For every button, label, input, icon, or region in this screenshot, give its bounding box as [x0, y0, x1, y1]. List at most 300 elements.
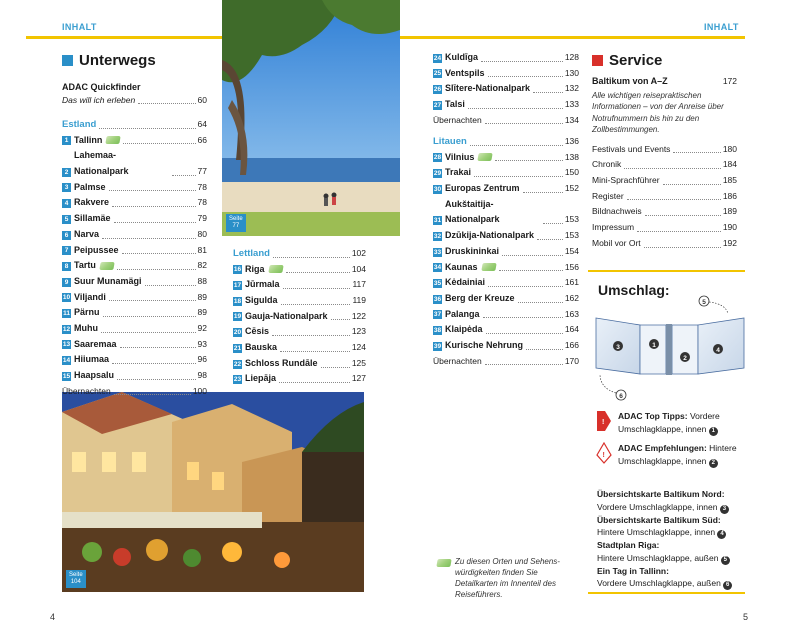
svg-text:!: !: [602, 419, 605, 426]
toc-page-number: 102: [351, 247, 366, 258]
toc-entry-label: Hiiumaa: [74, 354, 110, 365]
toc-row-narva[interactable]: [62, 227, 207, 243]
empfehlung-icon: [596, 442, 612, 464]
toc-entry-label: Dzūkija-Nationalpark: [445, 230, 535, 241]
toc-entry-label: Vilnius: [445, 151, 475, 162]
leader-dots: [279, 382, 350, 383]
toc-entry-label: Übernachten: [433, 114, 482, 125]
diagram-number-6: 6: [619, 393, 623, 400]
legend-description: Hintere Umschlagklappe, innen: [618, 443, 737, 466]
toc-number-badge: 30: [433, 185, 442, 193]
toc-page-number: 134: [564, 114, 579, 125]
toc-number-badge: 11: [63, 309, 70, 317]
toc-number-badge: 5: [62, 215, 71, 224]
toc-entry-label: Register: [592, 190, 624, 201]
leader-dots: [281, 304, 351, 305]
toc-entry-label: Jūrmala: [245, 279, 280, 290]
leader-dots: [488, 76, 563, 77]
toc-page-number: 100: [192, 385, 207, 396]
toc-page-number: 125: [351, 357, 366, 368]
toc-entry-label: Pärnu: [74, 307, 100, 318]
toc-number-badge: 36: [433, 295, 442, 303]
service-main-description: Alle wichtigen reisepraktischen Informationen – von der Anreise über Notrufnummern bis hin zu den Zollbestimmungen.: [592, 90, 724, 135]
leader-dots: [523, 192, 563, 193]
leader-dots: [123, 143, 195, 144]
toc-quickfinder: [62, 80, 207, 108]
leader-dots: [644, 247, 721, 248]
toc-page-number: 79: [197, 213, 207, 224]
toc-row-trakai[interactable]: [433, 165, 579, 181]
toc-page-number: 164: [564, 324, 579, 335]
toc-number-badge: 39: [433, 342, 442, 350]
leader-dots: [537, 239, 563, 240]
toc-page-number: 153: [564, 214, 579, 225]
toc-entry-label: Chronik: [592, 159, 622, 170]
toc-page-number: 192: [722, 237, 737, 248]
toc-page-number: 150: [564, 167, 579, 178]
toc-number-badge: 25: [433, 70, 442, 78]
legend-number: 3: [720, 505, 729, 514]
toc-row-tartu[interactable]: [62, 258, 207, 274]
toc-entry-label: Rakvere: [74, 197, 110, 208]
toc-row-aukštaitija-nationalpark[interactable]: [433, 197, 579, 228]
legend-top-tipps: [596, 410, 746, 436]
toc-entry-label: Viljandi: [74, 291, 106, 302]
toc-lettland: [233, 246, 366, 387]
toc-number-badge: 38: [433, 326, 442, 334]
page-number-right: 5: [743, 612, 749, 622]
toc-page-number: 156: [564, 261, 579, 272]
photo-page-label-top: Seite 77: [226, 214, 246, 232]
toc-row-quickfinder-sub[interactable]: [62, 93, 207, 109]
toc-row-lahemaa-nationalpark[interactable]: [62, 148, 207, 179]
toc-page-number: 189: [722, 206, 737, 217]
toc-page-number: 96: [197, 354, 207, 365]
leader-dots: [109, 190, 196, 191]
toc-row-service[interactable]: [592, 173, 737, 189]
beach-photo: [222, 0, 400, 236]
toc-page-number: 123: [351, 326, 366, 337]
umschlag-rule-top: [588, 270, 745, 272]
toc-row-service-main[interactable]: [592, 74, 737, 90]
toc-row-sigulda[interactable]: [233, 293, 366, 309]
toc-row-peipussee[interactable]: [62, 243, 207, 259]
legend-top-tipps-text: [618, 410, 746, 436]
diagram-number-3: 3: [616, 344, 620, 351]
detail-map-icon: [481, 263, 496, 271]
riga-street-photo-image: [62, 392, 364, 592]
section-square-icon: [592, 55, 603, 66]
leader-dots: [331, 319, 350, 320]
map-note-text: Zu diesen Orten und Sehens-würdigkeiten finden Sie Detailkarten im Innenteil des Reiseführers.: [455, 557, 560, 599]
toc-row-country-estland[interactable]: [62, 117, 207, 133]
toc-page-number: 93: [197, 338, 207, 349]
legend-title: ADAC Top Tipps:: [618, 411, 688, 421]
toc-row-sillam-e[interactable]: [62, 211, 207, 227]
toc-row-overnight-litauen[interactable]: [433, 354, 579, 370]
toc-page-number: 98: [197, 370, 207, 380]
legend-number: 4: [717, 530, 726, 539]
toc-page-number: 89: [197, 291, 207, 302]
toc-number-badge: 10: [62, 294, 71, 302]
legend-description: Hintere Umschlagklappe, außen: [597, 552, 721, 563]
toc-page-number: 60: [197, 94, 207, 105]
legend-number: 6: [723, 581, 732, 590]
toc-row-hiiumaa[interactable]: [62, 352, 207, 368]
legend-description: Vordere Umschlagklappe, innen: [597, 501, 720, 512]
toc-number-badge: 29: [433, 170, 442, 178]
toc-number-badge: 1: [62, 136, 71, 145]
toc-number-badge: 6: [62, 231, 71, 240]
toc-number-badge: 8: [62, 262, 71, 271]
riga-street-photo: [62, 392, 364, 592]
legend-map-description: [597, 501, 745, 514]
detail-map-icon: [268, 265, 283, 273]
toc-entry-label: Tallinn: [74, 134, 103, 145]
legend-map-title: Ein Tag in Tallinn:: [597, 565, 669, 576]
leader-dots: [485, 123, 563, 124]
toc-entry-label: Peipussee: [74, 244, 119, 255]
detail-map-icon: [106, 136, 121, 144]
legend-map-description: [597, 526, 745, 539]
page-number-left: 4: [50, 612, 56, 622]
toc-estland: [62, 117, 207, 399]
leader-dots: [99, 128, 195, 129]
map-note: [433, 556, 573, 600]
leader-dots: [101, 332, 196, 333]
toc-page-number: 104: [351, 263, 366, 274]
legend-description: Hintere Umschlagklappe, innen: [597, 527, 718, 537]
toc-row-tallinn[interactable]: [62, 133, 207, 149]
toc-entry-label: Aukštaitija-Nationalpark: [445, 198, 500, 225]
toc-entry-label: Sigulda: [245, 295, 278, 306]
leader-dots: [663, 184, 721, 185]
toc-row-kaunas[interactable]: [433, 260, 579, 276]
toc-number-badge: 21: [233, 344, 242, 352]
toc-entry-label: Cēsis: [245, 326, 270, 337]
toc-row-service[interactable]: [592, 142, 737, 158]
toc-entry-label: Kurische Nehrung: [445, 339, 524, 350]
toc-row-p-rnu[interactable]: [62, 305, 207, 321]
toc-number-badge: 2: [62, 168, 71, 177]
leader-dots: [321, 367, 350, 368]
diagram-number-2: 2: [683, 355, 687, 362]
toc-page-number: 184: [722, 159, 737, 170]
toc-entry-label: Muhu: [74, 322, 98, 333]
toc-number-badge: 35: [433, 279, 442, 287]
toc-entry-label: Übernachten: [433, 355, 482, 366]
toc-number-badge: 15: [62, 372, 71, 380]
legend-map-title: Übersichtskarte Baltikum Süd:: [597, 514, 721, 525]
detail-map-icon: [478, 153, 493, 161]
toc-entry-label: Sillamäe: [74, 213, 111, 224]
section-title-service: Service: [592, 52, 662, 69]
toc-entry-label: Haapsalu: [74, 370, 115, 380]
toc-entry-label: Mobil vor Ort: [592, 237, 641, 248]
toc-page-number: 130: [564, 67, 579, 78]
leader-dots: [637, 231, 721, 232]
leader-dots: [645, 215, 721, 216]
legend-map-title: Stadtplan Riga:: [597, 540, 660, 550]
toc-number-badge: 3: [62, 183, 71, 192]
legend-number: 2: [709, 459, 718, 468]
toc-page-number: 122: [351, 310, 366, 321]
toc-entry-label: Übernachten: [62, 385, 111, 396]
toc-row-kėdainiai[interactable]: [433, 275, 579, 291]
toc-row-haapsalu[interactable]: [62, 368, 207, 384]
leader-dots: [114, 394, 191, 395]
toc-entry-label: Talsi: [445, 99, 465, 110]
toc-row-vilnius[interactable]: [433, 150, 579, 166]
toc-page-number: 136: [564, 135, 579, 146]
leader-dots: [122, 253, 196, 254]
header-rule-right: [400, 36, 745, 39]
toc-entry-label: Baltikum von A–Z: [592, 75, 668, 86]
legend-number: 1: [709, 427, 718, 436]
toc-page-number: 152: [564, 183, 579, 194]
toc-number-badge: 31: [433, 217, 442, 225]
leader-dots: [470, 145, 563, 146]
detail-map-icon: [99, 262, 114, 270]
leader-dots: [283, 288, 351, 289]
toc-page-number: 185: [722, 175, 737, 186]
toc-row-druskininkai[interactable]: [433, 244, 579, 260]
toc-page-number: 138: [564, 151, 579, 162]
toc-page-number: 132: [564, 83, 579, 94]
toc-page-number: 163: [564, 308, 579, 319]
toc-entry-label: Kuldīga: [445, 51, 478, 62]
leader-dots: [502, 255, 563, 256]
toc-entry-label: Gauja-Nationalpark: [245, 310, 328, 321]
toc-number-badge: 32: [433, 232, 442, 240]
legend-map-description: [597, 577, 745, 590]
toc-page-number: 172: [722, 75, 737, 86]
leader-dots: [117, 269, 196, 270]
leader-dots: [112, 363, 196, 364]
toc-page-number: 92: [197, 322, 207, 333]
leader-dots: [483, 317, 563, 318]
leader-dots: [526, 349, 563, 350]
toc-row-jūrmala[interactable]: [233, 277, 366, 293]
toc-row-country-litauen[interactable]: [433, 134, 579, 150]
leader-dots: [112, 206, 196, 207]
toc-page-number: 81: [197, 244, 207, 255]
toc-row-service[interactable]: [592, 189, 737, 205]
toc-row-ventspils[interactable]: [433, 66, 579, 82]
toc-row-service[interactable]: [592, 236, 737, 252]
toc-entry-label: Riga: [245, 263, 265, 274]
toc-number-badge: 4: [62, 199, 71, 208]
toc-entry-label: Suur Munamägi: [74, 275, 142, 286]
toc-row-talsi[interactable]: [433, 97, 579, 113]
toc-row-berg-der-kreuze[interactable]: [433, 291, 579, 307]
toc-entry-label: Palmse: [74, 181, 106, 192]
svg-text:!: !: [602, 452, 605, 459]
toc-row-palmse[interactable]: [62, 180, 207, 196]
toc-page-number: 153: [564, 230, 579, 241]
leader-dots: [109, 300, 196, 301]
legend-map-description: [597, 552, 745, 565]
toc-page-number: 180: [722, 143, 737, 154]
toc-page-number: 128: [564, 51, 579, 62]
toc-number-badge: 24: [433, 54, 442, 62]
toc-entry-label: Bauska: [245, 342, 278, 353]
toc-entry-label: Mini-Sprachführer: [592, 175, 660, 186]
toc-row-suur-munam-gi[interactable]: [62, 274, 207, 290]
toc-number-badge: 20: [233, 329, 242, 337]
leader-dots: [138, 103, 195, 104]
toc-page-number: 190: [722, 222, 737, 233]
toc-number-badge: 19: [233, 313, 242, 321]
toc-page-number: 78: [197, 197, 207, 208]
legend-title: ADAC Empfehlungen:: [618, 443, 707, 453]
toc-row-service[interactable]: [592, 204, 737, 220]
legend-map-title: Übersichtskarte Baltikum Nord:: [597, 489, 725, 499]
toc-number-badge: 7: [62, 246, 71, 255]
toc-row-kuldīga[interactable]: [433, 50, 579, 66]
leader-dots: [486, 333, 563, 334]
toc-entry-label: Berg der Kreuze: [445, 292, 515, 303]
toc-number-badge: 17: [233, 282, 242, 290]
leader-dots: [114, 222, 196, 223]
umschlag-diagram: [588, 292, 748, 404]
top-tipp-icon: [596, 410, 612, 432]
toc-entry-label: Festivals und Events: [592, 143, 671, 154]
toc-row-overnight-estland[interactable]: [62, 384, 207, 400]
toc-entry-label: Kėdainiai: [445, 277, 486, 288]
leader-dots: [488, 286, 563, 287]
leader-dots: [286, 272, 350, 273]
toc-entry-label: ADAC Quickfinder: [62, 81, 141, 92]
toc-row-slītere-nationalpark[interactable]: [433, 81, 579, 97]
legend-maps: [597, 488, 745, 590]
toc-row-saaremaa[interactable]: [62, 337, 207, 353]
leader-dots: [103, 316, 196, 317]
leader-dots: [495, 160, 562, 161]
toc-row-klaipėda[interactable]: [433, 322, 579, 338]
toc-row-dzūkija-nationalpark[interactable]: [433, 228, 579, 244]
toc-row-palanga[interactable]: [433, 307, 579, 323]
leader-dots: [280, 351, 350, 352]
diagram-number-5: 5: [702, 299, 706, 306]
umschlag-title: Umschlag:: [598, 282, 670, 298]
toc-row-bauska[interactable]: [233, 340, 366, 356]
toc-number-badge: 16: [233, 266, 242, 274]
toc-number-badge: 37: [433, 311, 442, 319]
leader-dots: [145, 285, 196, 286]
leader-dots: [627, 199, 721, 200]
toc-country-label: Lettland: [233, 247, 270, 259]
toc-entry-label: Druskininkai: [445, 245, 500, 256]
toc-number-badge: 13: [62, 341, 71, 349]
toc-row-kurische-nehrung[interactable]: [433, 338, 579, 354]
leader-dots: [543, 223, 563, 224]
toc-entry-label: Narva: [74, 228, 100, 239]
toc-number-badge: 9: [62, 278, 71, 287]
toc-row-cēsis[interactable]: [233, 324, 366, 340]
leader-dots: [533, 92, 563, 93]
diagram-number-4: 4: [716, 347, 720, 354]
toc-row-service[interactable]: [592, 157, 737, 173]
leader-dots: [172, 175, 196, 176]
toc-row-riga[interactable]: [233, 262, 366, 278]
toc-litauen: [433, 134, 579, 369]
toc-entry-label: Schloss Rundāle: [245, 357, 318, 368]
leader-dots: [481, 61, 563, 62]
toc-number-badge: 14: [62, 357, 71, 365]
toc-number-badge: 22: [233, 360, 242, 368]
toc-entry-label: Ventspils: [445, 67, 485, 78]
toc-entry-label: Lahemaa-Nationalpark: [74, 150, 129, 177]
leader-dots: [624, 168, 721, 169]
umschlag-rule-bottom: [588, 592, 745, 594]
toc-country-label: Estland: [62, 118, 97, 130]
toc-page-number: 166: [564, 339, 579, 350]
toc-page-number: 124: [351, 342, 366, 353]
toc-row-europas-zentrum[interactable]: [433, 181, 579, 197]
leader-dots: [673, 152, 720, 153]
leader-dots: [120, 347, 196, 348]
toc-entry-label: Palanga: [445, 308, 480, 319]
toc-page-number: 154: [564, 245, 579, 256]
toc-row-overnight-lettland[interactable]: [433, 113, 579, 129]
leader-dots: [273, 257, 350, 258]
legend-description: Vordere Umschlagklappe, innen: [618, 411, 720, 434]
toc-page-number: 117: [352, 279, 366, 290]
legend-description: Vordere Umschlagklappe, außen: [597, 578, 724, 588]
toc-row-muhu[interactable]: [62, 321, 207, 337]
toc-row-service[interactable]: [592, 220, 737, 236]
toc-number-badge: 28: [433, 154, 442, 162]
toc-page-number: 89: [197, 307, 207, 318]
toc-page-number: 170: [564, 355, 579, 366]
toc-number-badge: 27: [433, 101, 442, 109]
toc-row-viljandi[interactable]: [62, 290, 207, 306]
toc-page-number: 80: [197, 228, 207, 239]
legend-empfehlungen-text: [618, 442, 746, 468]
legend-number: 5: [721, 556, 730, 565]
toc-row-schloss-rundāle[interactable]: [233, 356, 366, 372]
toc-row-rakvere[interactable]: [62, 195, 207, 211]
header-label-left: INHALT: [62, 22, 97, 32]
toc-entry-label: Slītere-Nationalpark: [445, 83, 531, 94]
section-title-unterwegs: Unterwegs: [62, 52, 156, 69]
toc-entry-label: Europas Zentrum: [445, 183, 520, 194]
leader-dots: [272, 335, 350, 336]
toc-entry-label: Tartu: [74, 260, 96, 271]
toc-entry-label: Kaunas: [445, 261, 478, 272]
legend-empfehlungen: [596, 442, 746, 468]
toc-page-number: 66: [197, 134, 207, 145]
beach-photo-image: [222, 0, 400, 236]
toc-entry-label: Trakai: [445, 167, 472, 178]
leader-dots: [468, 108, 563, 109]
leader-dots: [117, 379, 196, 380]
toc-lettland-continued: [433, 50, 579, 128]
toc-entry-label: Saaremaa: [74, 338, 117, 349]
detail-map-icon: [436, 559, 451, 567]
toc-page-number: 78: [197, 181, 207, 192]
toc-row-liepāja[interactable]: [233, 372, 366, 388]
toc-row-country-lettland[interactable]: [233, 246, 366, 262]
leader-dots: [499, 270, 563, 271]
toc-row-gauja-nationalpark[interactable]: [233, 309, 366, 325]
toc-page-number: 133: [564, 99, 579, 110]
toc-number-badge: 12: [62, 325, 71, 333]
leader-dots: [474, 176, 563, 177]
toc-number-badge: 23: [233, 376, 242, 384]
toc-entry-label: Liepāja: [245, 373, 277, 384]
